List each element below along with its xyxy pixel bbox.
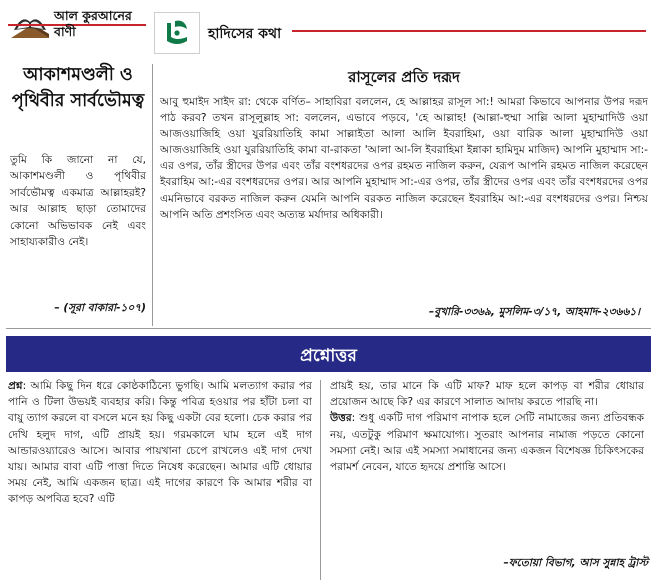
answer-body: : শুধু একটি দাগ পরিমাণ নাপাক হলে সেটি নামাজের জন্য প্রতিবন্ধক নয়, এতটুকু পরিমাণ ক্ষমাযোগ্য। সুতরাং আপনার নামাজ পড়তে কোনো সমস্যা নেই। আর এই সমস্যা সমাধানের জন্য একজন বিশেষজ্ঞ চিকিৎসকের পরামর্শ নেবেন, যাতে হৃদয়ে প্রশান্তি আসে। <box>330 412 644 474</box>
question-text-right: প্রায়ই হয়, তার মানে কি এটি মাফ? মাফ হলে কাপড় বা শরীর ধোয়ার প্রয়োজন আছে কি? এর কারণে সালাত আদায় করতে পারছি না। <box>330 380 644 409</box>
quran-heading: আকাশমণ্ডলী ও পৃথিবীর সার্বভৌমত্ব <box>11 65 145 111</box>
answer-label: উত্তর <box>330 412 352 425</box>
hadith-body: আবু হুমাইদ সাইদ রা: থেকে বর্ণিত– সাহাবিরা বললেন, হে আল্লাহর রাসূল সা:! আমরা কিভাবে আপনার উপর দরূদ পাঠ করব? তখন রাসূলুল্লাহ সা: বললেন, এভাবে পড়বে, 'হে আল্লাহ! (আল্লা-হুম্মা সাল্লি আলা মুহাম্মাদিউ ওয়া আজওয়াজিহি ওয়া যুররিয়াতিহি কামা সাল্লাইতা আলা আলি ইবরাহিমা, ওয়া বারিক আলা মুহাম্মাদিউ ওয়া আজওয়াজিহি ওয়া যুররিয়াতিহি কামা বা-রাকতা 'আলা আ-লি ইবরাহিমা ইন্নাকা হামিদুম মাজিদ) আপনি মুহাম্মাদ সা:-এর ওপর, তাঁর স্ত্রীদের উপর এবং তাঁর বংশধরদের ওপর রহমত নাজিল করুন, যেরূপ আপনি রহমত নাজিল করেছেন ইবরাহিম আ:-এর বংশধরদের ওপর। আর আপনি মুহাম্মাদ সা:-এর ওপর, তাঁর স্ত্রীদের ওপর এবং তাঁর বংশধরদের ওপর এমনিভাবে বরকত নাজিল করুন যেমনি আপনি বরকত নাজিল করেছেন ইবরাহিম আ:-এর বংশধরদের ওপর। নিশ্চয় আপনি অতি প্রশংসিত এবং অত্যন্ত মর্যাদার অধিকারী। <box>160 96 648 221</box>
qa-column-divider <box>320 380 321 580</box>
hadith-heading: রাসূলের প্রতি দরূদ <box>348 68 460 86</box>
qa-citation: –ফতোয়া বিভাগ, আস সুন্নাহ ট্রাস্ট <box>503 557 648 569</box>
qa-right-column <box>330 378 644 475</box>
answer-text <box>330 410 644 475</box>
hadith-emblem-icon <box>154 12 200 54</box>
qa-banner-title: প্রশ্নোত্তর <box>300 346 357 366</box>
question-body: : আমি কিছু দিন ধরে কোষ্ঠকাঠিন্যে ভুগছি। আমি মলত্যাগ করার পর পানি ও টিলা উভয়ই ব্যবহার করি। কিন্তু পবিত্র হওয়ার পর হাঁটা চলা বা বায়ু ত্যাগ করলে বা বসলে মনে হয় কিছু একটা বের হলো। চেক করার পর দেখি হলুদ দাগ, এটি প্রায়ই হয়। গরমকালে ঘাম হলে এই দাগ আন্ডারওয়্যারেও আসে। আবার পায়খানা চেপে রাখলেও এই দাগ দেখা যায়। আমার বাবা এটি পাত্তা দিতে নিষেধ করেছেন। আমার এটি ধোয়ার সময় নেই, আমি একজন ছাত্র। এই দাগের কারণে কি আমার শরীর বা কাপড় অপবিত্র হবে? এটি <box>8 380 312 506</box>
quran-body: তুমি কি জানো না যে, আকাশমণ্ডলী ও পৃথিবীর সার্বভৌমত্ব একমাত্র আল্লাহরই? আর আল্লাহ ছাড়া তোমাদের কোনো অভিভাবক নেই এবং সাহায্যকারীও নেই। <box>10 154 146 249</box>
section-divider <box>6 328 651 329</box>
quran-section-title: আল কুরআনের বাণী <box>54 8 132 39</box>
quran-citation: – (সূরা বাকারা-১০৭) <box>54 302 146 314</box>
header-rule-right <box>292 30 646 32</box>
column-divider <box>152 64 153 326</box>
hadith-section-title: হাদিসের কথা <box>208 26 282 42</box>
question-text-left <box>8 378 312 508</box>
hadith-citation: –বুখারি-৩৩৬৯, মুসলিম-৩/১৭, আহমাদ-২৩৬৬১। <box>428 306 640 318</box>
question-label: প্রশ্ন <box>8 380 23 392</box>
